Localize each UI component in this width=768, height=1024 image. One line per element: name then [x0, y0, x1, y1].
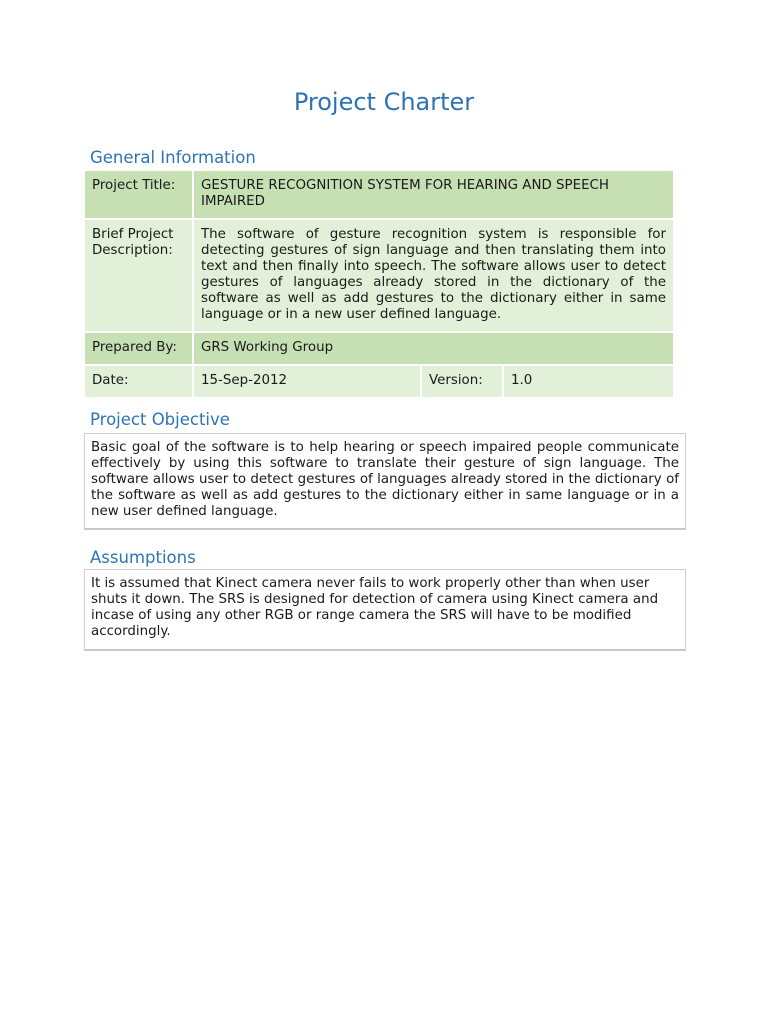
assumptions-heading: Assumptions	[90, 548, 196, 567]
general-information-heading: General Information	[90, 148, 256, 167]
date-value: 15-Sep-2012	[193, 365, 421, 398]
assumptions-text: It is assumed that Kinect camera never fails to work properly other than when user shuts it down. The SRS is designed for detection of camera using Kinect camera and incase of using any other RGB or range camera the SRS will have to be modified accordingly.	[84, 569, 686, 651]
description-row	[84, 219, 674, 332]
description-label: Brief Project Description:	[84, 219, 193, 332]
version-label: Version:	[421, 365, 503, 398]
date-label: Date:	[84, 365, 193, 398]
prepared-by-label: Prepared By:	[84, 332, 193, 365]
prepared-by-row	[84, 332, 674, 365]
prepared-by-value: GRS Working Group	[193, 332, 674, 365]
date-version-row	[84, 365, 674, 398]
general-information-table	[83, 169, 675, 399]
project-title-label: Project Title:	[84, 170, 193, 219]
project-objective-text: Basic goal of the software is to help hearing or speech impaired people communicate effectively by using this software to translate their gesture of sign language. The software allows user to detect gestures of languages already stored in the dictionary of the software as well as add gestures to the dictionary either in same language or in a new user defined language.	[84, 433, 686, 530]
project-title-value: GESTURE RECOGNITION SYSTEM FOR HEARING AND SPEECH IMPAIRED	[193, 170, 674, 219]
project-title-row	[84, 170, 674, 219]
version-value: 1.0	[503, 365, 674, 398]
description-value: The software of gesture recognition system is responsible for detecting gestures of sign language and then translating them into text and then finally into speech. The software allows user to detect gestures of languages already stored in the dictionary of the software as well as add gestures to the dictionary either in same language or in a new user defined language.	[193, 219, 674, 332]
project-objective-heading: Project Objective	[90, 410, 230, 429]
page-title: Project Charter	[293, 88, 475, 116]
